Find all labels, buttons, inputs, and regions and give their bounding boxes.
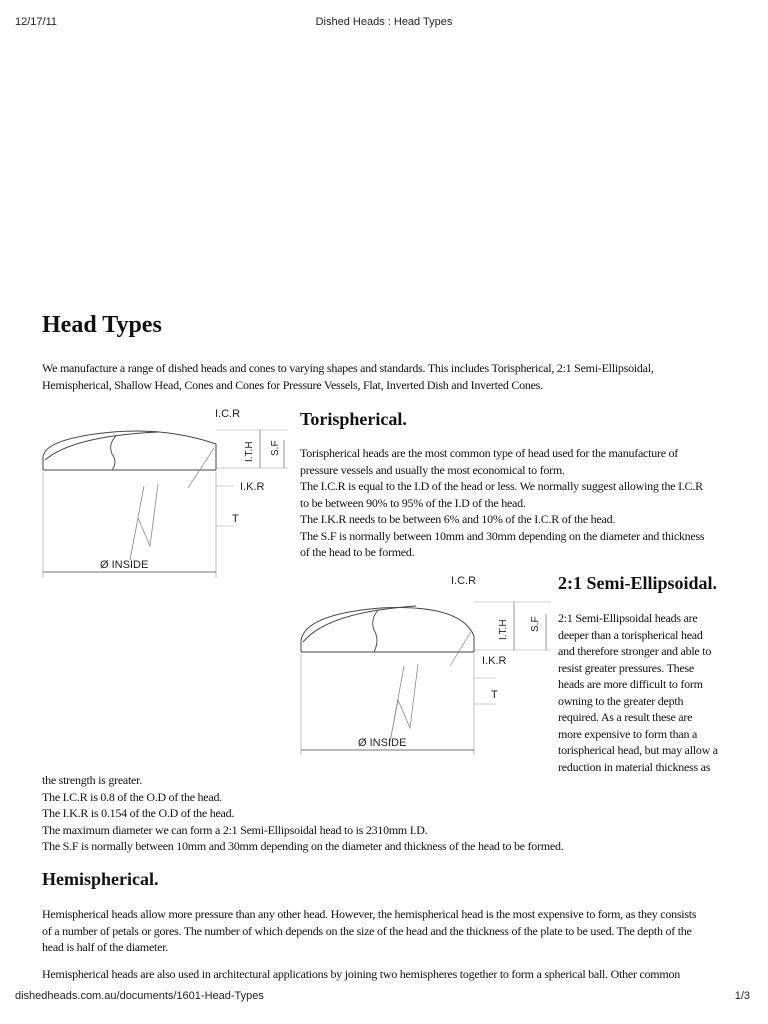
sf-label: S.F: [270, 440, 281, 456]
text-line: Hemispherical heads are also used in architectural applications by joining two hemispheres together to form a spherical ball. Other common: [42, 967, 680, 981]
semi-ellipsoidal-heading: 2:1 Semi-Ellipsoidal.: [558, 573, 718, 593]
text-line: The maximum diameter we can form a 2:1 Semi-Ellipsoidal head to is 2310mm I.D.: [42, 822, 428, 837]
ith-label: I.T.H: [244, 441, 255, 462]
text-line: heads are more difficult to form: [558, 677, 703, 691]
text-line: to be between 90% to 95% of the I.D of the head.: [300, 495, 526, 510]
print-title: Dished Heads : Head Types: [315, 16, 453, 28]
semi-ellipsoidal-side-text: [558, 610, 758, 775]
text-line: The I.K.R is 0.154 of the O.D of the head.: [42, 806, 235, 820]
text-line: Hemispherical heads allow more pressure than any other head. However, the hemispherical head is the most expensive to form, as they consists: [42, 907, 697, 921]
semi-ellipsoidal-diagram: [296, 570, 551, 755]
sf-label: S.F: [530, 616, 541, 632]
text-line: pressure vessels and usually the most economical to form.: [300, 462, 565, 477]
semi-ellipsoidal-full-text: [42, 772, 742, 855]
ith-label: I.T.H: [498, 619, 509, 640]
icr-label: I.C.R: [451, 575, 477, 587]
footer-url: dishedheads.com.au/documents/1601-Head-Types: [15, 990, 264, 1002]
text-line: The S.F is normally between 10mm and 30mm depending on the diameter and thickness of the head to be formed.: [42, 839, 564, 853]
hemispherical-heading: Hemispherical.: [42, 869, 159, 889]
text-line: Torispherical heads are the most common type of head used for the manufacture of: [300, 446, 679, 460]
text-line: 2:1 Semi-Ellipsoidal heads are: [558, 611, 698, 625]
intro-line: We manufacture a range of dished heads and cones to varying shapes and standards. This includes Torispherical, 2:1 Semi-Ellipsoidal,: [42, 361, 654, 375]
inside-diameter-label: Ø INSIDE: [358, 737, 407, 749]
text-line: deeper than a torispherical head: [558, 627, 703, 642]
text-line: torispherical head, but may allow a: [558, 743, 718, 757]
page-number: 1/3: [734, 990, 750, 1002]
intro-paragraph: [42, 360, 742, 393]
text-line: and therefore stronger and able to: [558, 644, 712, 658]
text-line: reduction in material thickness as: [558, 759, 711, 774]
hemispherical-paragraph-1: [42, 906, 752, 956]
t-label: T: [232, 513, 239, 525]
text-line: of the head to be formed.: [300, 545, 415, 559]
text-line: required. As a result these are: [558, 710, 693, 724]
text-line: The I.C.R is equal to the I.D of the head or less. We normally suggest allowing the I.C.R: [300, 479, 703, 493]
inside-diameter-label: Ø INSIDE: [100, 559, 149, 571]
text-line: The S.F is normally between 10mm and 30mm depending on the diameter and thickness: [300, 528, 705, 543]
text-line: The I.C.R is 0.8 of the O.D of the head.: [42, 789, 222, 804]
text-line: head is half of the diameter.: [42, 940, 169, 954]
page-title: Head Types: [42, 312, 162, 338]
text-line: resist greater pressures. These: [558, 660, 694, 675]
torispherical-diagram: [38, 400, 288, 580]
torispherical-heading: Torispherical.: [300, 409, 407, 429]
text-line: The I.K.R needs to be between 6% and 10% of the I.C.R of the head.: [300, 512, 616, 526]
ikr-label: I.K.R: [482, 655, 507, 667]
intro-line: Hemispherical, Shallow Head, Cones and Cones for Pressure Vessels, Flat, Inverted Dish and Inverted Cones.: [42, 377, 543, 392]
ikr-label: I.K.R: [240, 481, 265, 493]
hemispherical-paragraph-2: [42, 966, 752, 983]
text-line: owning to the greater depth: [558, 693, 684, 708]
t-label: T: [491, 689, 498, 701]
torispherical-text: [300, 445, 740, 561]
text-line: of a number of petals or gores. The number of which depends on the size of the head and the thickness of the plate to be used. The depth of the: [42, 923, 692, 938]
text-line: more expensive to form than a: [558, 726, 698, 741]
icr-label: I.C.R: [215, 408, 241, 420]
print-date: 12/17/11: [15, 16, 58, 28]
text-line: the strength is greater.: [42, 773, 142, 787]
